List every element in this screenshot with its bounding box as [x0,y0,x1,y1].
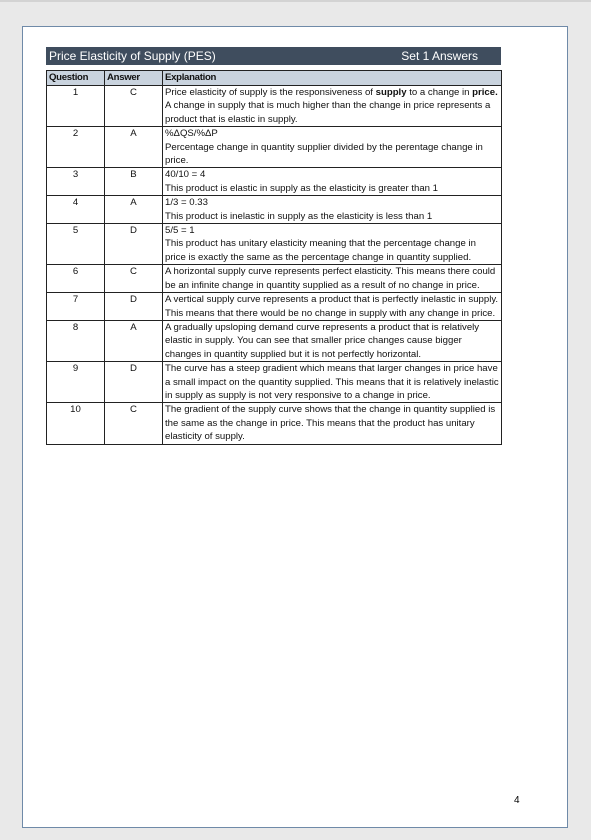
explanation-cell [163,224,502,265]
table-row [47,362,502,403]
answer-letter: A [105,320,163,361]
table-row [47,265,502,293]
answer-letter: D [105,224,163,265]
set-label: Set 1 Answers [401,49,478,63]
formula-line: %ΔQS/%ΔP [165,128,218,140]
table-row [47,196,502,224]
answer-letter: D [105,362,163,403]
page-number: 4 [514,795,520,806]
section-title: Price Elasticity of Supply (PES) [49,49,216,63]
explanation-text: A horizontal supply curve represents perfect elasticity. This means there could be an infinite change in quantity supplied as a result of no change in price. [163,265,502,293]
question-number: 10 [47,403,105,444]
answer-letter: D [105,293,163,321]
question-number: 4 [47,196,105,224]
question-number: 2 [47,127,105,168]
question-number: 5 [47,224,105,265]
answer-letter: C [105,86,163,127]
answer-letter: C [105,265,163,293]
formula-line: 40/10 = 4 [165,169,206,181]
explanation-text: A change in supply that is much higher than the change in price represents a product that is elastic in supply. [165,100,491,125]
column-header-answer: Answer [105,71,163,86]
answer-letter: A [105,196,163,224]
question-number: 8 [47,320,105,361]
question-number: 7 [47,293,105,321]
question-number: 6 [47,265,105,293]
column-header-question: Question [47,71,105,86]
explanation-text: A vertical supply curve represents a product that is perfectly inelastic in supply. This means that there would be no change in supply with any change in price. [163,293,502,321]
table-row [47,86,502,127]
formula-line: 5/5 = 1 [165,225,195,237]
question-number: 1 [47,86,105,127]
explanation-cell [163,196,502,224]
table-header-row [47,71,502,86]
question-number: 3 [47,168,105,196]
explanation-cell [163,86,502,127]
explanation-text: The curve has a steep gradient which means that larger changes in price have a small impact on the quantity supplied. This means that it is relatively inelastic in supply as supply is not very responsive to a change in price. [163,362,502,403]
explanation-text: to a change in [406,87,473,98]
explanation-cell [163,168,502,196]
table-row [47,168,502,196]
explanation-text: This product has unitary elasticity meaning that the percentage change in price is exactly the same as the percentage change in quantity supplied. [165,238,476,263]
table-row [47,127,502,168]
explanation-bold: supply [375,87,407,98]
column-header-explanation: Explanation [163,71,502,86]
formula-line: 1/3 = 0.33 [165,197,208,209]
explanation-bold: price. [472,87,498,98]
explanation-text: This product is elastic in supply as the elasticity is greater than 1 [165,182,439,194]
explanation-text: A gradually upsloping demand curve represents a product that is relatively elastic in supply. You can see that smaller price changes cause bigger changes in quantity supplied but it is not perfectly horizontal. [163,320,502,361]
table-row [47,224,502,265]
answer-letter: C [105,403,163,444]
explanation-text: Percentage change in quantity supplier divided by the perentage change in price. [165,141,483,167]
table-row [47,403,502,444]
answer-letter: A [105,127,163,168]
explanation-cell [163,127,502,168]
top-rule [0,0,591,2]
explanation-text: This product is inelastic in supply as the elasticity is less than 1 [165,210,433,222]
table-row [47,320,502,361]
explanation-text: The gradient of the supply curve shows that the change in quantity supplied is the same as the change in price. This means that the product has unitary elasticity of supply. [163,403,502,444]
answers-table [46,70,502,445]
section-banner [46,47,501,65]
table-row [47,293,502,321]
question-number: 9 [47,362,105,403]
answer-letter: B [105,168,163,196]
explanation-text: Price elasticity of supply is the responsiveness of [165,87,376,98]
